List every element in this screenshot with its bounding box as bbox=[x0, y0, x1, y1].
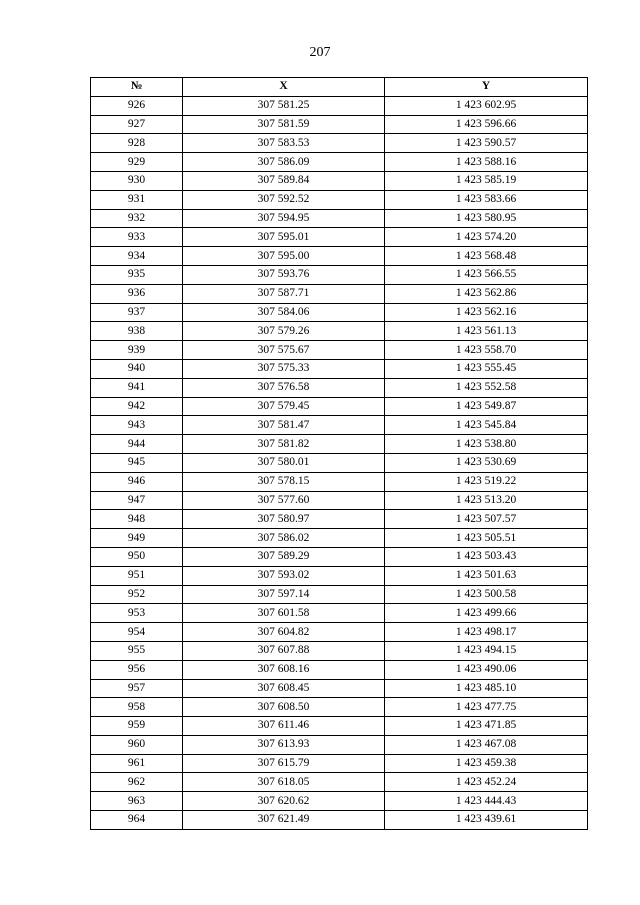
cell-y: 1 423 580.95 bbox=[385, 209, 588, 228]
cell-number: 959 bbox=[91, 717, 183, 736]
cell-x: 307 589.29 bbox=[183, 547, 385, 566]
cell-x: 307 576.58 bbox=[183, 378, 385, 397]
table-row bbox=[91, 510, 588, 529]
cell-number: 926 bbox=[91, 96, 183, 115]
cell-x: 307 584.06 bbox=[183, 303, 385, 322]
cell-number: 948 bbox=[91, 510, 183, 529]
cell-x: 307 579.45 bbox=[183, 397, 385, 416]
cell-x: 307 608.16 bbox=[183, 660, 385, 679]
cell-number: 935 bbox=[91, 265, 183, 284]
cell-y: 1 423 561.13 bbox=[385, 322, 588, 341]
table-row bbox=[91, 303, 588, 322]
table-row bbox=[91, 679, 588, 698]
cell-number: 963 bbox=[91, 792, 183, 811]
table-row bbox=[91, 585, 588, 604]
cell-number: 957 bbox=[91, 679, 183, 698]
table-row bbox=[91, 397, 588, 416]
cell-number: 952 bbox=[91, 585, 183, 604]
table-row bbox=[91, 322, 588, 341]
cell-y: 1 423 574.20 bbox=[385, 228, 588, 247]
cell-y: 1 423 490.06 bbox=[385, 660, 588, 679]
cell-x: 307 589.84 bbox=[183, 171, 385, 190]
cell-y: 1 423 477.75 bbox=[385, 698, 588, 717]
table-row bbox=[91, 265, 588, 284]
cell-x: 307 604.82 bbox=[183, 623, 385, 642]
cell-number: 927 bbox=[91, 115, 183, 134]
cell-y: 1 423 568.48 bbox=[385, 247, 588, 266]
cell-x: 307 618.05 bbox=[183, 773, 385, 792]
cell-y: 1 423 588.16 bbox=[385, 153, 588, 172]
table-row bbox=[91, 284, 588, 303]
cell-y: 1 423 500.58 bbox=[385, 585, 588, 604]
cell-y: 1 423 459.38 bbox=[385, 754, 588, 773]
cell-number: 955 bbox=[91, 641, 183, 660]
cell-x: 307 577.60 bbox=[183, 491, 385, 510]
table-row bbox=[91, 228, 588, 247]
cell-x: 307 594.95 bbox=[183, 209, 385, 228]
cell-number: 933 bbox=[91, 228, 183, 247]
header-x: X bbox=[183, 78, 385, 97]
cell-y: 1 423 519.22 bbox=[385, 472, 588, 491]
cell-x: 307 595.00 bbox=[183, 247, 385, 266]
cell-y: 1 423 467.08 bbox=[385, 735, 588, 754]
cell-number: 941 bbox=[91, 378, 183, 397]
cell-number: 964 bbox=[91, 811, 183, 830]
cell-y: 1 423 590.57 bbox=[385, 134, 588, 153]
cell-y: 1 423 585.19 bbox=[385, 171, 588, 190]
cell-x: 307 581.59 bbox=[183, 115, 385, 134]
cell-x: 307 615.79 bbox=[183, 754, 385, 773]
cell-y: 1 423 562.86 bbox=[385, 284, 588, 303]
cell-y: 1 423 583.66 bbox=[385, 190, 588, 209]
cell-number: 928 bbox=[91, 134, 183, 153]
header-number: № bbox=[91, 78, 183, 97]
cell-y: 1 423 452.24 bbox=[385, 773, 588, 792]
table-row bbox=[91, 453, 588, 472]
cell-number: 946 bbox=[91, 472, 183, 491]
cell-y: 1 423 444.43 bbox=[385, 792, 588, 811]
header-row bbox=[91, 78, 588, 97]
cell-y: 1 423 513.20 bbox=[385, 491, 588, 510]
cell-number: 951 bbox=[91, 566, 183, 585]
cell-x: 307 593.02 bbox=[183, 566, 385, 585]
table-row bbox=[91, 623, 588, 642]
cell-y: 1 423 545.84 bbox=[385, 416, 588, 435]
cell-y: 1 423 471.85 bbox=[385, 717, 588, 736]
cell-number: 943 bbox=[91, 416, 183, 435]
cell-number: 960 bbox=[91, 735, 183, 754]
cell-number: 939 bbox=[91, 341, 183, 360]
table-body bbox=[91, 96, 588, 829]
table-row bbox=[91, 698, 588, 717]
cell-y: 1 423 552.58 bbox=[385, 378, 588, 397]
cell-number: 932 bbox=[91, 209, 183, 228]
cell-number: 949 bbox=[91, 529, 183, 548]
table-row bbox=[91, 717, 588, 736]
cell-number: 954 bbox=[91, 623, 183, 642]
table-row bbox=[91, 491, 588, 510]
cell-x: 307 593.76 bbox=[183, 265, 385, 284]
table-row bbox=[91, 378, 588, 397]
table-header bbox=[91, 78, 588, 97]
table-row bbox=[91, 190, 588, 209]
cell-x: 307 621.49 bbox=[183, 811, 385, 830]
cell-x: 307 580.97 bbox=[183, 510, 385, 529]
cell-x: 307 595.01 bbox=[183, 228, 385, 247]
table-row bbox=[91, 96, 588, 115]
cell-x: 307 575.33 bbox=[183, 359, 385, 378]
table-row bbox=[91, 171, 588, 190]
table-row bbox=[91, 660, 588, 679]
cell-y: 1 423 555.45 bbox=[385, 359, 588, 378]
header-y: Y bbox=[385, 78, 588, 97]
cell-number: 937 bbox=[91, 303, 183, 322]
cell-x: 307 581.25 bbox=[183, 96, 385, 115]
cell-x: 307 620.62 bbox=[183, 792, 385, 811]
cell-x: 307 579.26 bbox=[183, 322, 385, 341]
cell-x: 307 581.47 bbox=[183, 416, 385, 435]
cell-x: 307 583.53 bbox=[183, 134, 385, 153]
cell-x: 307 607.88 bbox=[183, 641, 385, 660]
cell-number: 940 bbox=[91, 359, 183, 378]
coordinates-table bbox=[90, 77, 588, 830]
cell-y: 1 423 507.57 bbox=[385, 510, 588, 529]
cell-x: 307 586.09 bbox=[183, 153, 385, 172]
table-row bbox=[91, 547, 588, 566]
table-row bbox=[91, 359, 588, 378]
cell-x: 307 587.71 bbox=[183, 284, 385, 303]
cell-y: 1 423 566.55 bbox=[385, 265, 588, 284]
cell-y: 1 423 530.69 bbox=[385, 453, 588, 472]
cell-x: 307 575.67 bbox=[183, 341, 385, 360]
cell-y: 1 423 501.63 bbox=[385, 566, 588, 585]
cell-number: 956 bbox=[91, 660, 183, 679]
cell-number: 961 bbox=[91, 754, 183, 773]
cell-number: 936 bbox=[91, 284, 183, 303]
cell-x: 307 580.01 bbox=[183, 453, 385, 472]
table-row bbox=[91, 529, 588, 548]
table-row bbox=[91, 604, 588, 623]
cell-y: 1 423 499.66 bbox=[385, 604, 588, 623]
cell-number: 953 bbox=[91, 604, 183, 623]
cell-number: 931 bbox=[91, 190, 183, 209]
cell-x: 307 592.52 bbox=[183, 190, 385, 209]
table-row bbox=[91, 153, 588, 172]
table-row bbox=[91, 735, 588, 754]
table-row bbox=[91, 641, 588, 660]
cell-number: 944 bbox=[91, 435, 183, 454]
cell-number: 942 bbox=[91, 397, 183, 416]
table-row bbox=[91, 115, 588, 134]
table-row bbox=[91, 792, 588, 811]
table-row bbox=[91, 472, 588, 491]
cell-number: 938 bbox=[91, 322, 183, 341]
cell-y: 1 423 439.61 bbox=[385, 811, 588, 830]
cell-x: 307 597.14 bbox=[183, 585, 385, 604]
cell-number: 958 bbox=[91, 698, 183, 717]
page-number: 207 bbox=[309, 45, 331, 60]
cell-y: 1 423 562.16 bbox=[385, 303, 588, 322]
cell-y: 1 423 498.17 bbox=[385, 623, 588, 642]
cell-x: 307 578.15 bbox=[183, 472, 385, 491]
cell-number: 962 bbox=[91, 773, 183, 792]
table-row bbox=[91, 811, 588, 830]
cell-x: 307 613.93 bbox=[183, 735, 385, 754]
table-row bbox=[91, 773, 588, 792]
cell-x: 307 601.58 bbox=[183, 604, 385, 623]
cell-y: 1 423 505.51 bbox=[385, 529, 588, 548]
cell-x: 307 581.82 bbox=[183, 435, 385, 454]
cell-number: 934 bbox=[91, 247, 183, 266]
table-row bbox=[91, 435, 588, 454]
cell-y: 1 423 596.66 bbox=[385, 115, 588, 134]
cell-y: 1 423 503.43 bbox=[385, 547, 588, 566]
cell-y: 1 423 558.70 bbox=[385, 341, 588, 360]
table-row bbox=[91, 247, 588, 266]
cell-number: 929 bbox=[91, 153, 183, 172]
table-row bbox=[91, 416, 588, 435]
cell-x: 307 608.50 bbox=[183, 698, 385, 717]
cell-number: 947 bbox=[91, 491, 183, 510]
table-row bbox=[91, 566, 588, 585]
cell-y: 1 423 549.87 bbox=[385, 397, 588, 416]
cell-x: 307 586.02 bbox=[183, 529, 385, 548]
table-row bbox=[91, 341, 588, 360]
cell-y: 1 423 602.95 bbox=[385, 96, 588, 115]
cell-y: 1 423 538.80 bbox=[385, 435, 588, 454]
cell-number: 945 bbox=[91, 453, 183, 472]
cell-y: 1 423 485.10 bbox=[385, 679, 588, 698]
table-row bbox=[91, 209, 588, 228]
table-row bbox=[91, 134, 588, 153]
table-row bbox=[91, 754, 588, 773]
cell-number: 950 bbox=[91, 547, 183, 566]
cell-number: 930 bbox=[91, 171, 183, 190]
cell-y: 1 423 494.15 bbox=[385, 641, 588, 660]
cell-x: 307 611.46 bbox=[183, 717, 385, 736]
cell-x: 307 608.45 bbox=[183, 679, 385, 698]
